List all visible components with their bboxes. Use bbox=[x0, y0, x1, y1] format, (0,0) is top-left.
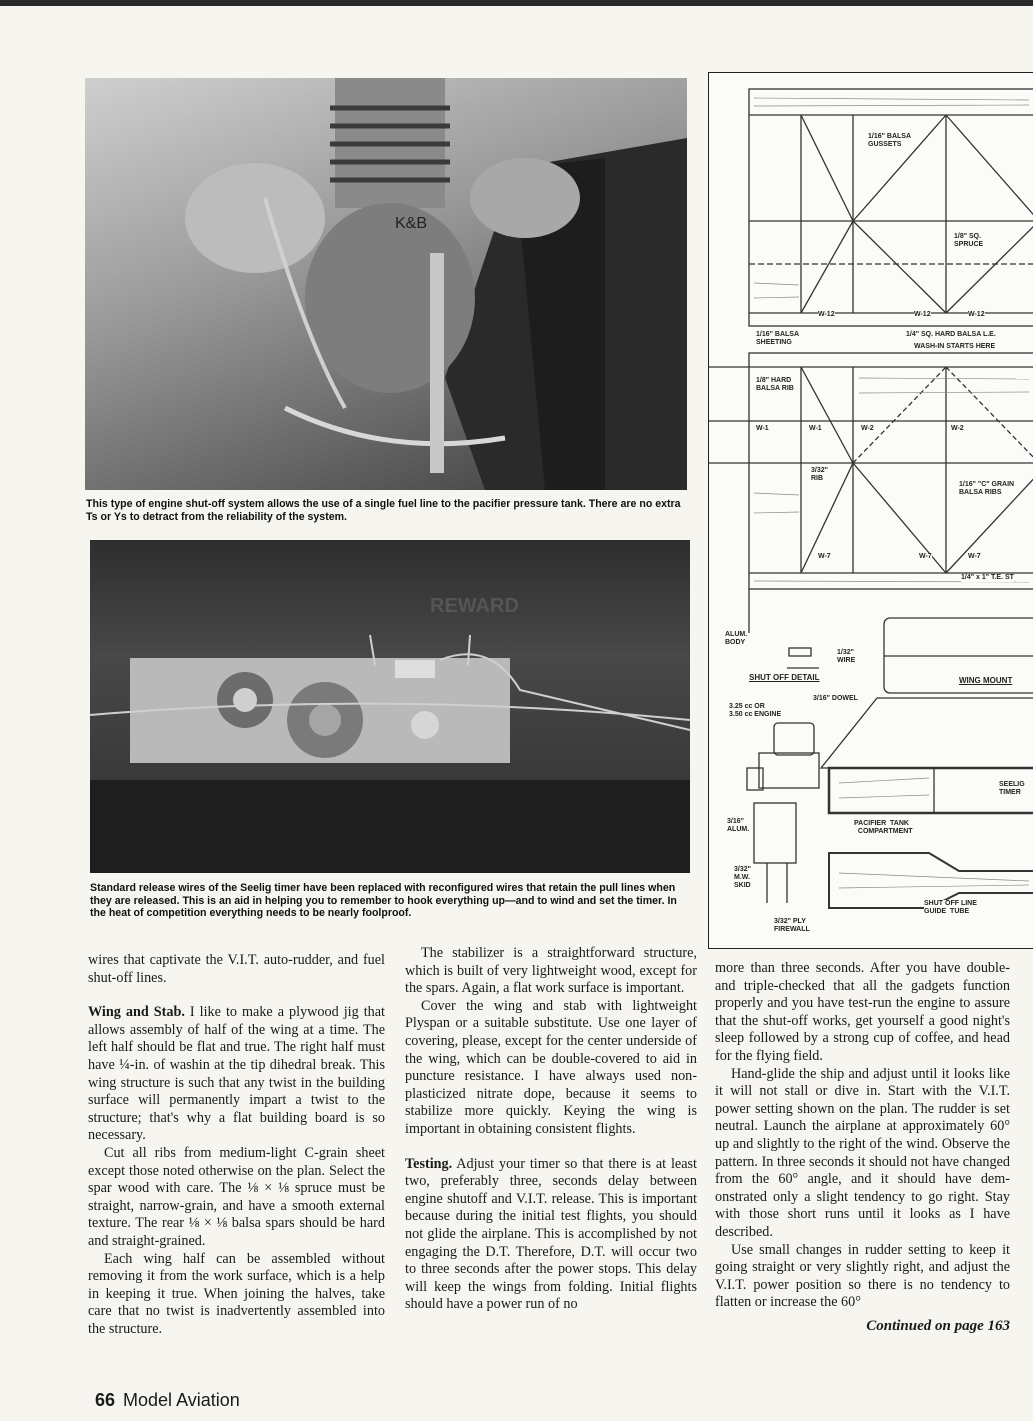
paragraph: more than three seconds. After you have double- and triple-checked that all the gadgets function properly and you have test-run the engine to assure that the shut-off works, get yourself a good night's sleep followed by a strong cup of coffee, and head for the flying field. bbox=[715, 960, 1010, 1064]
label-w7: W-7 bbox=[919, 553, 932, 560]
label-w1: W-1 bbox=[756, 425, 769, 432]
label-w1: W-1 bbox=[809, 425, 822, 432]
photo-caption-1: This type of engine shut-off system allows the use of a single fuel line to the pacifier pressure tank. There are no extra Ts or Ys to detract from the reliability of the system. bbox=[86, 498, 681, 523]
page-number: 66 bbox=[95, 1390, 116, 1410]
label-seelig-timer: SEELIG TIMER bbox=[999, 781, 1025, 796]
label-trailing-edge: 1/4" x 1" T.E. ST bbox=[961, 574, 1014, 581]
label-c-grain-ribs: 1/16" "C" GRAIN BALSA RIBS bbox=[959, 481, 1015, 496]
label-guide-tube: SHUT OFF LINE GUIDE TUBE bbox=[924, 900, 977, 915]
paragraph: Cut all ribs from medium-light C-grain sheet except those noted otherwise on the plan. Select the spar wood with care. The ⅛ × ⅛ spruce must be straight, narrow-grain, and have a smooth external texture. The rear ⅛ × ⅛ balsa spars should be hard and straight-grained. bbox=[88, 1144, 385, 1249]
engine-marking: K&B bbox=[395, 215, 428, 232]
label-w7: W-7 bbox=[968, 553, 981, 560]
paragraph: Each wing half can be assembled without removing it from the work surface, which is a help in keeping it true. When joining the halves, take care that no twist is inadvertently assembled into the structure. bbox=[88, 1250, 385, 1337]
construction-plan bbox=[708, 72, 1033, 949]
label-hard-balsa-rib: 1/8" HARD BALSA RIB bbox=[756, 377, 794, 392]
label-washin: WASH-IN STARTS HERE bbox=[914, 343, 996, 350]
article-column-3 bbox=[715, 960, 1010, 1335]
label-leading-edge: 1/4" SQ. HARD BALSA L.E. bbox=[906, 331, 996, 338]
continued-link[interactable]: Continued on page 163 bbox=[866, 1317, 1010, 1334]
photo-caption-2: Standard release wires of the Seelig timer have been replaced with reconfigured wires that retain the pull lines when they are released. This is an aid in helping you to remember to hook everything up—and to wind and set the timer. In the heat of competition everything needs to be nearly foolproof. bbox=[90, 882, 677, 919]
reward-text: REWARD bbox=[430, 595, 519, 617]
paragraph: Use small changes in rudder setting to keep it going straight or very slightly right, and adjust the V.I.T. power position so there is no tendency to flatten or increase the 60° bbox=[715, 1241, 1010, 1311]
paragraph: wires that captivate the V.I.T. auto-rudder, and fuel shut-off lines. bbox=[88, 952, 385, 986]
plan-lines bbox=[709, 73, 1033, 950]
section-heading: Testing. bbox=[405, 1155, 453, 1172]
section-heading: Wing and Stab. bbox=[88, 1004, 185, 1021]
label-dowel: 3/16" DOWEL bbox=[813, 695, 858, 702]
engine-shutoff-photo bbox=[85, 78, 687, 490]
timer-photo-art bbox=[90, 540, 690, 873]
label-pacifier-tank: PACIFIER TANK COMPARTMENT bbox=[854, 820, 913, 835]
scan-edge bbox=[0, 0, 1033, 6]
label-balsa-sheeting: 1/16" BALSA SHEETING bbox=[756, 331, 799, 346]
label-w2: W-2 bbox=[861, 425, 874, 432]
label-skid: 3/32" M.W. SKID bbox=[734, 866, 751, 889]
magazine-name: Model Aviation bbox=[123, 1390, 240, 1410]
label-w12: W-12 bbox=[914, 311, 931, 318]
article-column-1 bbox=[88, 952, 385, 1338]
label-w7: W-7 bbox=[818, 553, 831, 560]
engine-photo-art bbox=[85, 78, 687, 490]
label-wing-mount: WING MOUNT bbox=[959, 676, 1013, 685]
label-engine: 3.25 cc OR 3.50 cc ENGINE bbox=[729, 703, 782, 718]
seelig-timer-photo bbox=[90, 540, 690, 873]
paragraph-wing-and-stab bbox=[88, 1004, 385, 1145]
paragraph-testing bbox=[405, 1156, 697, 1314]
paragraph: Cover the wing and stab with lightweight Plyspan or a suitable substitute. Use one layer of covering, please, except for the center underside of the wing, which can be double-covered to aid in puncture resistance. I have always used non-plasticized nitrate dope, because it seems to stabilize more quickly. Keying the wing is important in obtaining consistent flights. bbox=[405, 997, 697, 1137]
label-spruce: 1/8" SQ. SPRUCE bbox=[954, 233, 984, 248]
label-w2: W-2 bbox=[951, 425, 964, 432]
label-w12: W-12 bbox=[818, 311, 835, 318]
label-shut-off-detail: SHUT OFF DETAIL bbox=[749, 673, 820, 682]
page-footer bbox=[95, 1390, 240, 1411]
paragraph-text: I like to make a plywood jig that allows assembly of half of the wing at a time. The left half should be flat and true. The right half must have ¼-in. of washin at the tip dihedral break. This wing structure is such that any twist in the building surface will permanently impart a twist to the structure; that's why a flat building board is so necessary. bbox=[88, 1004, 385, 1144]
label-w12: W-12 bbox=[968, 311, 985, 318]
paragraph-text: Adjust your timer so that there is at least two, preferably three, seconds delay between engine shutoff and V.I.T. release. This is important because during the initial test flights, you should not glide the airplane. This is accomplished by not engaging the D.T. Therefore, D.T. will occur two to three seconds after the power stops. This delay will keep the wings from folding. Initial flights should have a power run of no bbox=[405, 1155, 697, 1313]
paragraph: Hand-glide the ship and adjust until it looks like it will not stall or dive in. Start with the V.I.T. power setting shown on the plan. The rudder is set neutral. Launch the airplane at approximately 60° up and slightly to the right of the wind. Observe the pattern. In three seconds it should not have changed from the 60° angle, and it should have demonstrated only a slight tendency to go right. Stay with those short runs until it looks as I have described. bbox=[715, 1065, 1010, 1240]
label-firewall: 3/32" PLY FIREWALL bbox=[774, 918, 810, 933]
paragraph: The stabilizer is a straightforward structure, which is built of very lightweight wood, except for the spars. Again, a flat work surface is important. bbox=[405, 945, 697, 997]
label-alum-body: ALUM. BODY bbox=[725, 631, 748, 646]
label-rib: 3/32" RIB bbox=[811, 467, 828, 482]
article-column-2 bbox=[405, 945, 697, 1314]
label-balsa-gussets: 1/16" BALSA GUSSETS bbox=[868, 133, 911, 148]
label-alum: 3/16" ALUM. bbox=[727, 818, 750, 833]
label-wire: 1/32" WIRE bbox=[837, 649, 856, 664]
